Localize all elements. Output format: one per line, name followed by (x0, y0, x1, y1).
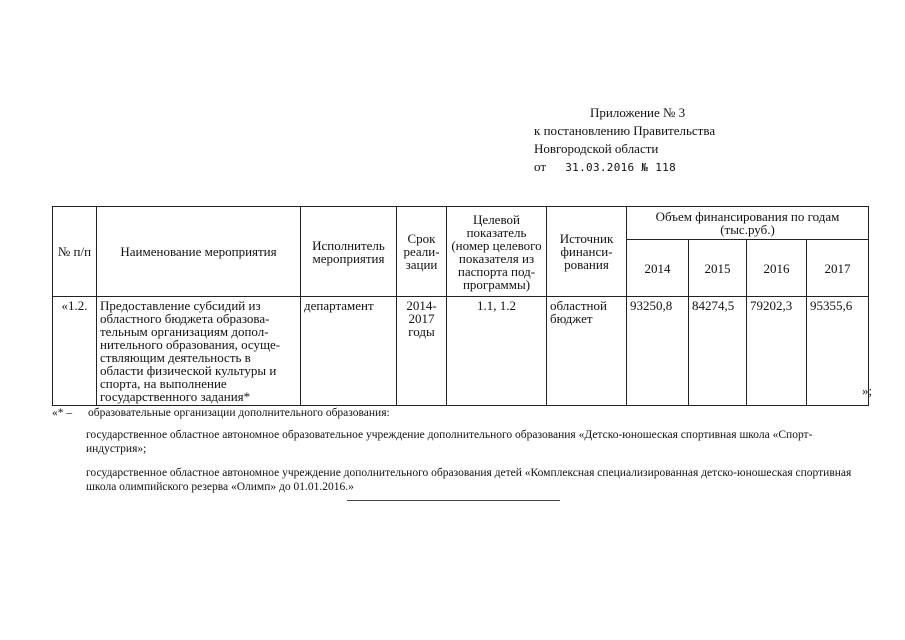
cell-value-2016: 79202,3 (747, 297, 807, 406)
header-term: Срок реали-зации (397, 207, 447, 297)
appendix-title: Приложение № 3 (590, 105, 686, 120)
header-num: № п/п (53, 207, 97, 297)
appendix-date-line (534, 158, 864, 177)
date-value: 31.03.2016 № 118 (565, 161, 677, 174)
header-year-2014: 2014 (627, 240, 689, 297)
footnote-mark: «* – (52, 407, 73, 419)
appendix-line-region: Новгородской области (534, 141, 659, 156)
header-executor: Исполнитель мероприятия (301, 207, 397, 297)
cell-term: 2014-2017 годы (397, 297, 447, 406)
header-target: Целевой показатель (номер целевого показателя из паспорта под-программы) (447, 207, 547, 297)
cell-name: Предоставление субсидий из областного бюджета образова-тельным организациям допол-нительного образования, осуще-ствляющим деятельность в области физической культуры и спорта, на выполнение государственного задания* (97, 297, 301, 406)
footnote-intro-text: образовательные организации дополнительного образования: (88, 407, 390, 419)
end-rule (347, 500, 560, 501)
appendix-header (534, 104, 864, 177)
date-label: от (534, 159, 547, 174)
cell-value-2015: 84274,5 (689, 297, 747, 406)
header-year-2016: 2016 (747, 240, 807, 297)
funding-table (52, 206, 869, 406)
appendix-line-resolution: к постановлению Правительства (534, 123, 716, 138)
header-year-2015: 2015 (689, 240, 747, 297)
table-row (53, 297, 869, 406)
footnote-item-2: государственное областное автономное учреждение дополнительного образования детей «Комплексная специализированная детско-юношеская спортивная школа олимпийского резерва «Олимп» до 01.01.2016.» (86, 467, 852, 493)
cell-target: 1.1, 1.2 (447, 297, 547, 406)
closing-quote: »; (862, 383, 873, 398)
footnote-item-1: государственное областное автономное образовательное учреждение дополнительного образования «Детско-юношеская спортивная школа «Спорт-индустрия»; (86, 429, 813, 455)
footnote-intro (52, 406, 862, 420)
cell-value-2017: 95355,6 (807, 297, 869, 406)
header-name: Наименование мероприятия (97, 207, 301, 297)
footnotes (52, 406, 862, 504)
header-year-2017: 2017 (807, 240, 869, 297)
header-source: Источник финанси-рования (547, 207, 627, 297)
cell-executor: департамент (301, 297, 397, 406)
cell-value-2014: 93250,8 (627, 297, 689, 406)
cell-num: «1.2. (53, 297, 97, 406)
cell-source: областной бюджет (547, 297, 627, 406)
header-funding: Объем финансирования по годам (тыс.руб.) (627, 207, 869, 240)
